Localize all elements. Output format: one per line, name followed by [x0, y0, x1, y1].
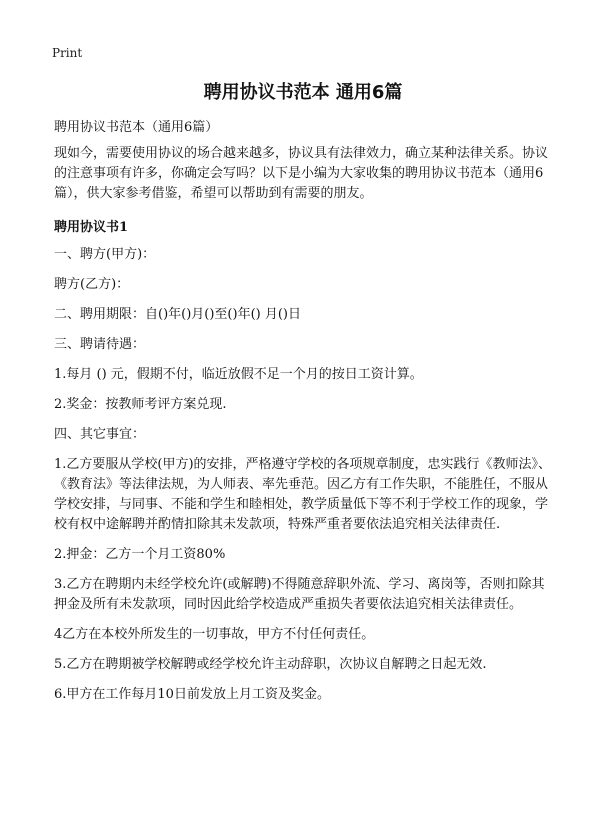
section-title: 聘用协议书1: [54, 220, 129, 235]
clause-payday: 6.甲方在工作每月10日前发放上月工资及奖金。: [54, 687, 330, 702]
clause-deposit: 2.押金：乙方一个月工资80%: [54, 547, 226, 562]
clause-termination: 5.乙方在聘期被学校解聘或经学校允许主动辞职，次协议自解聘之日起无效.: [54, 657, 487, 672]
clause-bonus: 2.奖金：按教师考评方案兑现.: [54, 397, 227, 412]
intro-paragraph: 现如今，需要使用协议的场合越来越多，协议具有法律效力，确立某种法律关系。协议的注意事项有许多，你确定会写吗？以下是小编为大家收集的聘用协议书范本（通用6篇），供大家参考借鉴，希望可以帮助到有需要的朋友。: [54, 146, 549, 201]
clause-resignation: 3.乙方在聘期内未经学校允许(或解聘)不得随意辞职外流、学习、离岗等，否则扣除其押金及所有未发款项，同时因此给学校造成严重损失者要依法追究相关法律责任。: [54, 577, 545, 612]
clause-treatment-heading: 三、聘请待遇：: [54, 337, 146, 352]
clause-party-a: 一、聘方(甲方)：: [54, 247, 156, 262]
document-title: 聘用协议书范本 通用6篇: [203, 82, 403, 103]
clause-salary: 1.每月 () 元，假期不付，临近放假不足一个月的按日工资计算。: [54, 367, 423, 382]
clause-term: 二、聘用期限：自()年()月()至()年() 月()日: [54, 307, 301, 322]
document-content: [54, 78, 552, 715]
clause-accidents: 4乙方在本校外所发生的一切事故，甲方不付任何责任。: [54, 627, 375, 642]
print-link[interactable]: Print: [52, 46, 83, 60]
document-subtitle: 聘用协议书范本（通用6篇）: [54, 120, 219, 135]
clause-party-b: 聘方(乙方)：: [54, 277, 130, 292]
clause-other-heading: 四、其它事宜：: [54, 427, 146, 442]
clause-obligations: 1.乙方要服从学校(甲方)的安排，严格遵守学校的各项规章制度，忠实践行《教师法》、《教育法》等法律法规，为人师表、率先垂范。因乙方有工作失职，不能胜任，不服从学校安排，与同事、不能和学生和睦相处，教学质量低下等不利于学校工作的现象，学校有权中途解聘并酌情扣除其未发款项，特殊严重者要依法追究相关法律责任.: [54, 457, 552, 532]
